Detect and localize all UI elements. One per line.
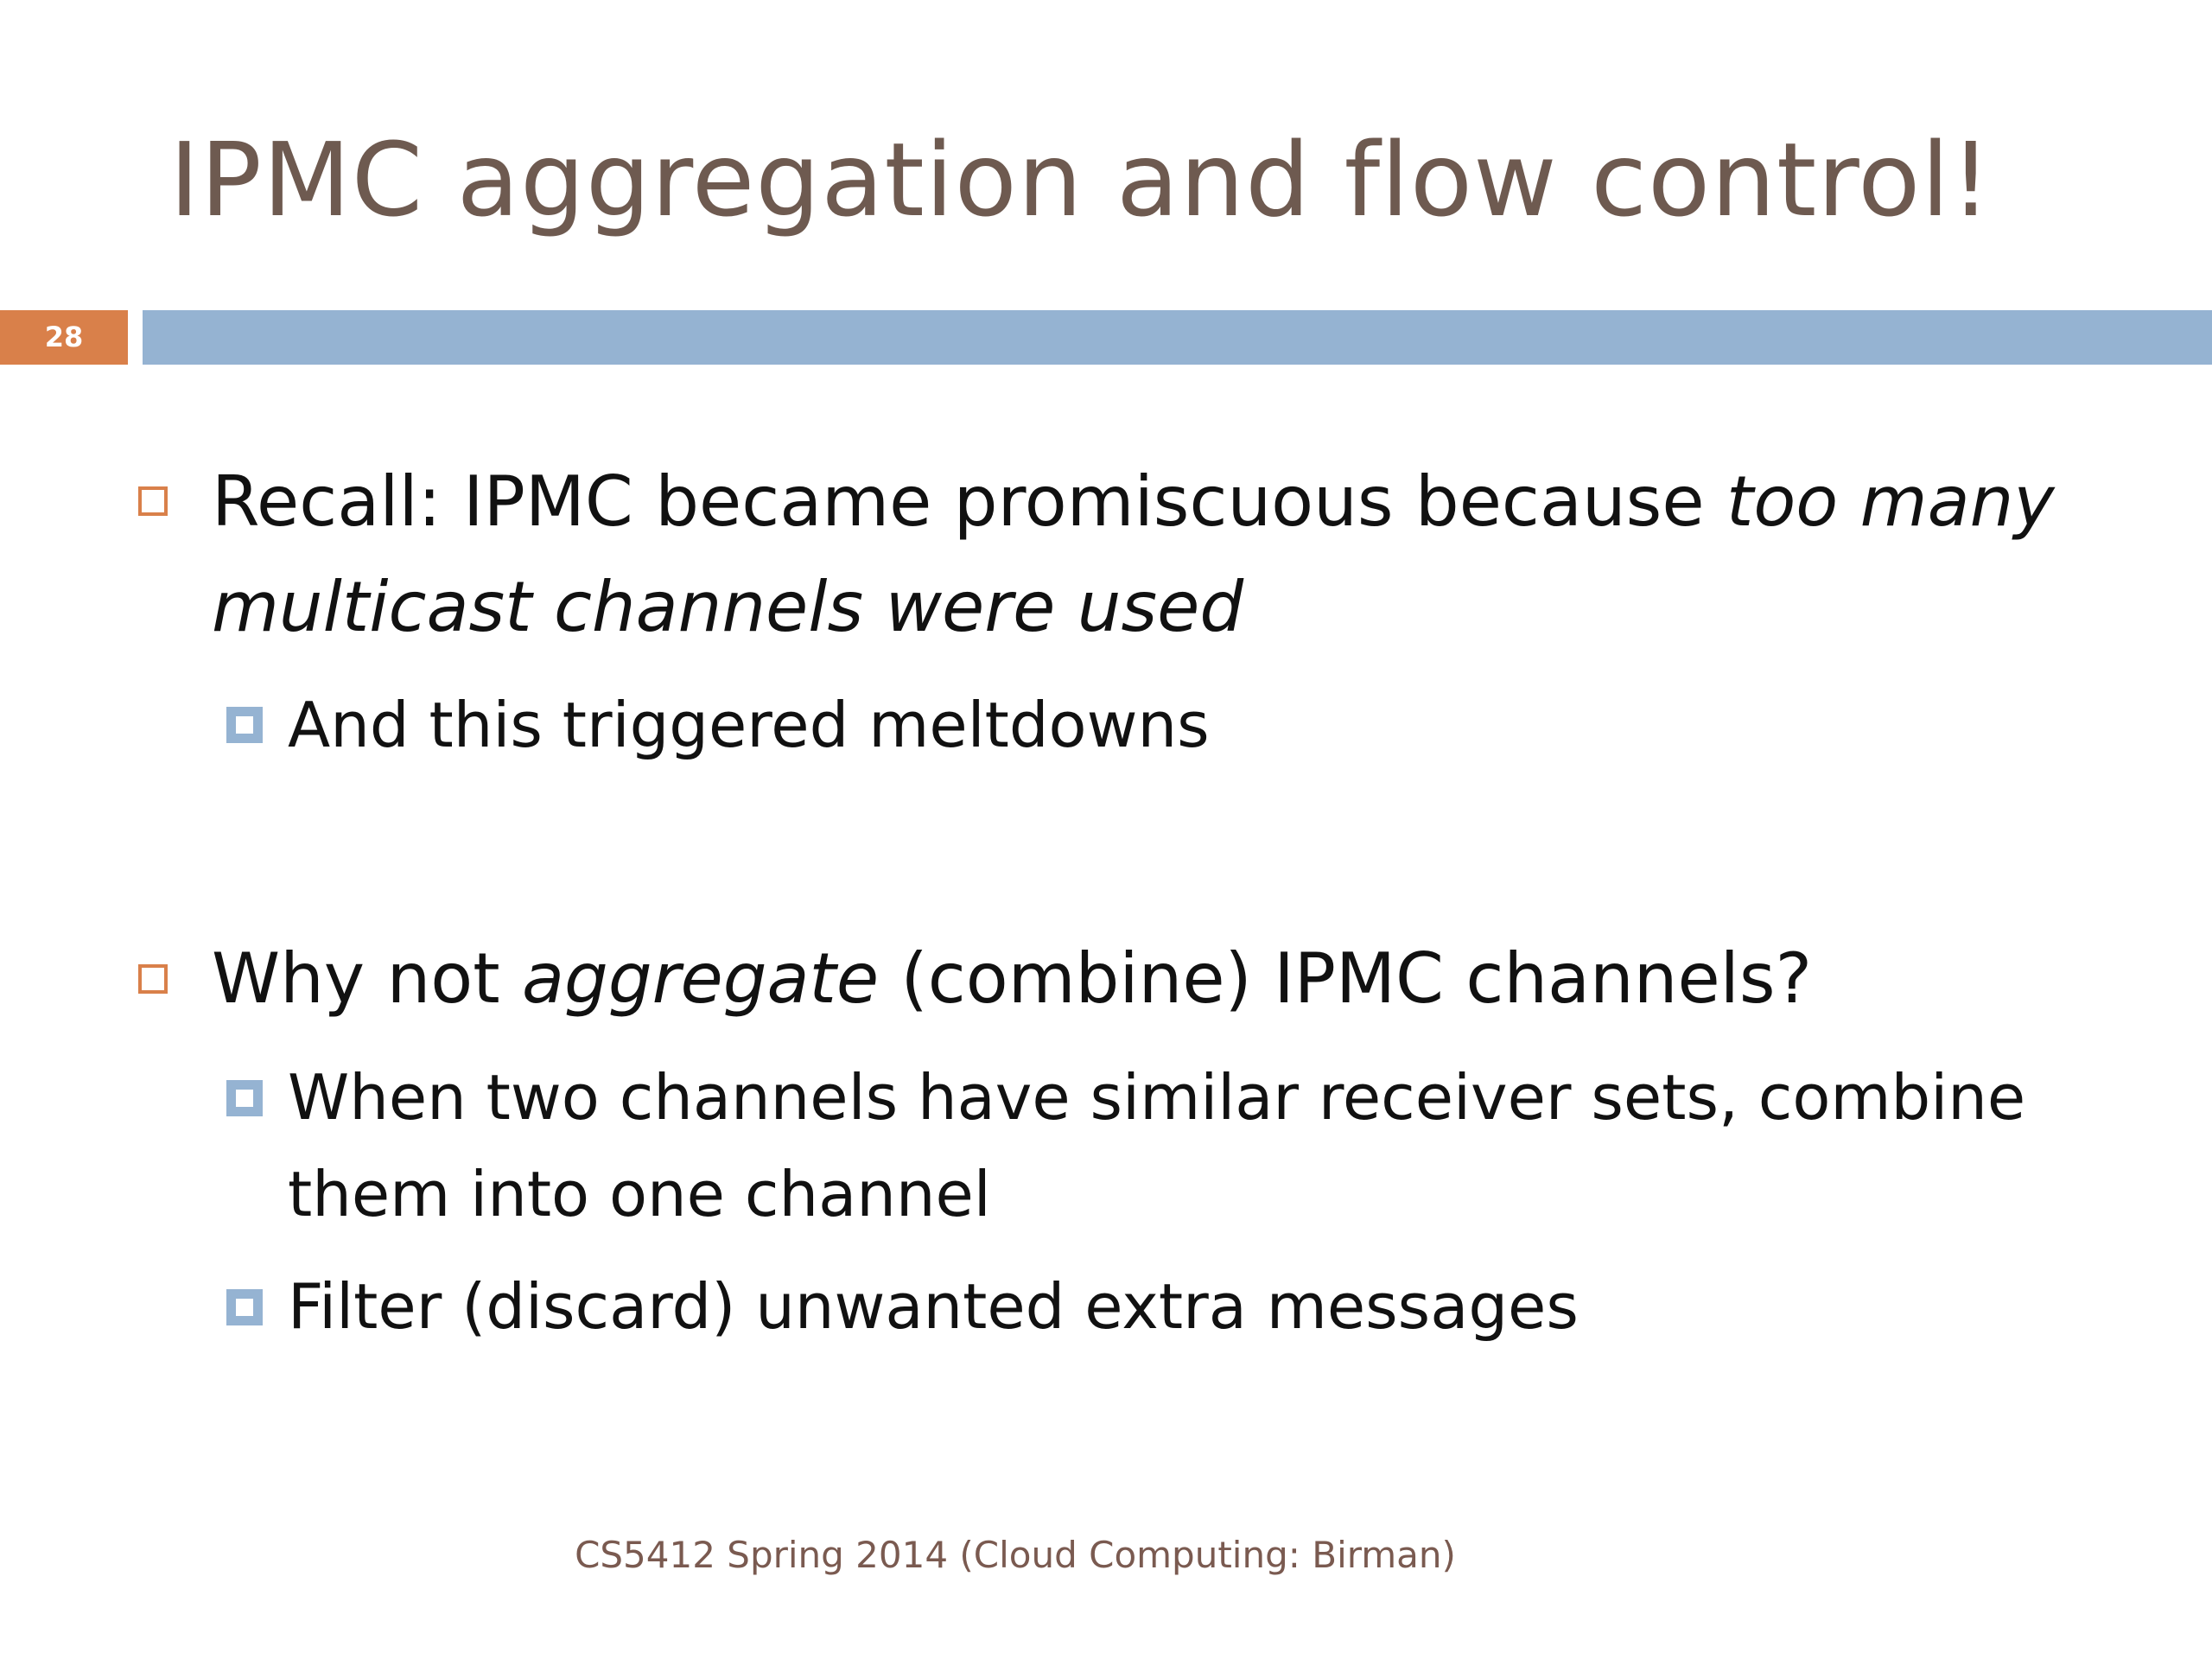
- sub-bullet-box-icon: [226, 707, 263, 743]
- sub-bullet-box-icon: [226, 1080, 263, 1116]
- bullet-text-italic: aggregate: [522, 938, 880, 1019]
- slide-title: IPMC aggregation and flow control!: [169, 120, 1993, 239]
- sub-bullet-item: And this triggered meltdowns: [288, 689, 1210, 761]
- sub-bullet-box-icon: [226, 1289, 263, 1325]
- bullet-text: Why not: [212, 938, 523, 1019]
- bullet-item: [212, 926, 2156, 1032]
- bullet-text: (combine) IPMC channels?: [879, 938, 1813, 1019]
- bullet-item: [212, 449, 2156, 660]
- bullet-box-icon: [138, 964, 168, 994]
- slide-number: 28: [44, 321, 84, 353]
- bullet-text: Recall: IPMC became promiscuous because: [212, 461, 1726, 542]
- sub-bullet-item: When two channels have similar receiver sets, combine them into one channel: [288, 1061, 2026, 1230]
- slide-footer: CS5412 Spring 2014 (Cloud Computing: Birman): [575, 1534, 1456, 1576]
- bullet-box-icon: [138, 486, 168, 516]
- bullet-text-italic: too many multicast channels were used: [212, 461, 2055, 647]
- sub-bullet-item: Filter (discard) unwanted extra messages: [288, 1270, 1579, 1343]
